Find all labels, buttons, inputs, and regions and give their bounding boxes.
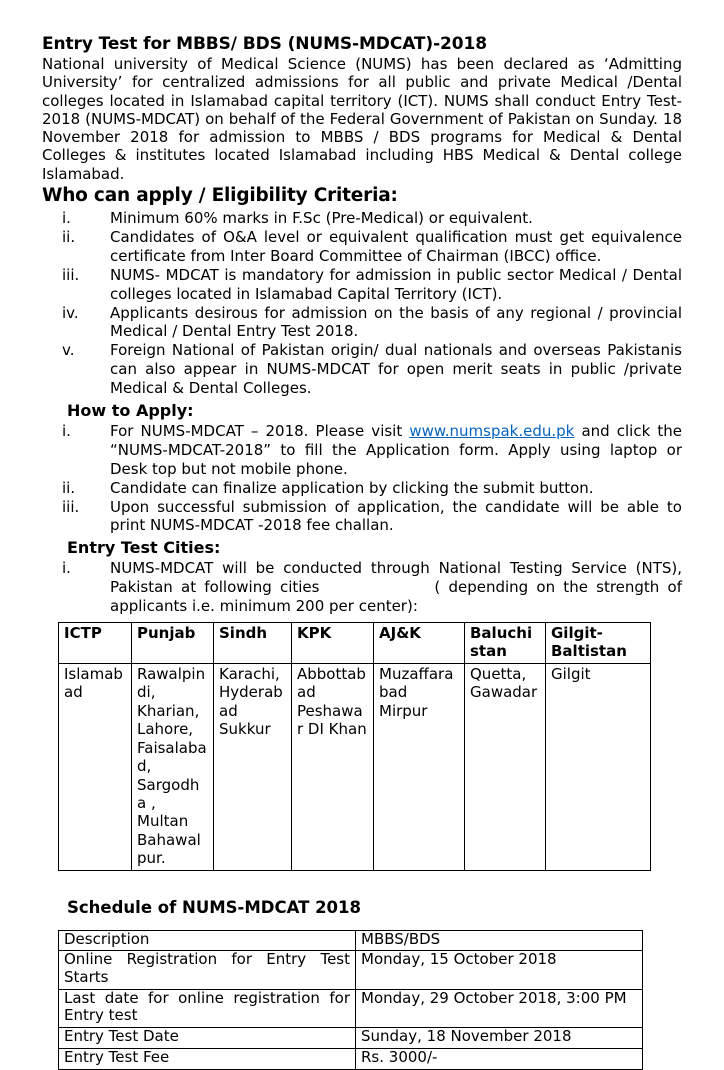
list-item (62, 266, 682, 304)
list-item-numeral: i. (62, 209, 71, 228)
cities-table-header-row (59, 623, 651, 664)
schedule-label-cell: Entry Test Fee (59, 1048, 356, 1069)
list-item-text: Minimum 60% marks in F.Sc (Pre-Medical) or equivalent. (110, 209, 533, 228)
schedule-label-cell: Entry Test Date (59, 1028, 356, 1049)
list-item-numeral: ii. (62, 227, 76, 246)
schedule-value-cell: Monday, 15 October 2018 (356, 951, 643, 989)
list-item (62, 304, 682, 342)
entry-test-cities-heading: Entry Test Cities: (67, 538, 221, 558)
list-item-numeral: iii. (62, 265, 80, 284)
cities-table-header-cell: KPK (292, 623, 374, 664)
list-item (62, 228, 682, 266)
cities-table-cell: Islamabad (59, 663, 132, 870)
cities-table-header-cell: Baluchistan (465, 623, 546, 664)
schedule-value-cell: Monday, 29 October 2018, 3:00 PM (356, 989, 643, 1027)
list-item (62, 479, 682, 498)
list-item-text: Foreign National of Pakistan origin/ dual nationals and overseas Pakistanis can also appear in NUMS-MDCAT for open merit seats in public /private Medical & Dental Colleges. (110, 341, 682, 398)
list-item-text: NUMS- MDCAT is mandatory for admission in public sector Medical / Dental colleges located in Islamabad Capital Territory (ICT). (110, 265, 682, 303)
page-title: Entry Test for MBBS/ BDS (NUMS-MDCAT)-2018 (42, 34, 487, 54)
schedule-heading: Schedule of NUMS-MDCAT 2018 (67, 897, 362, 917)
cities-table-row (59, 663, 651, 870)
list-item-numeral: iii. (62, 497, 80, 516)
list-item (62, 341, 682, 398)
list-item-text: NUMS-MDCAT will be conducted through National Testing Service (NTS), Pakistan at following cities ( depending on the strength of applicants i.e. minimum 200 per center): (110, 559, 682, 616)
entry-test-cities-list (62, 559, 682, 616)
cities-table (58, 622, 651, 871)
list-item-numeral: i. (62, 421, 71, 440)
list-item-numeral: v. (62, 341, 75, 360)
cities-table-header-cell: AJ&K (374, 623, 465, 664)
list-item-numeral: ii. (62, 478, 76, 497)
list-item-numeral: i. (62, 559, 71, 578)
cities-table-cell: Quetta, Gawadar (465, 663, 546, 870)
intro-paragraph: National university of Medical Science (NUMS) has been declared as ‘Admitting University’ for centralized admissions for all public and private Medical /Dental colleges located in Islamabad capital territory (ICT). NUMS shall conduct Entry Test- 2018 (NUMS-MDCAT) on behalf of the Federal Government of Pakistan on Sunday. 18 November 2018 for admission to MBBS / BDS programs for Medical & Dental Colleges & institutes located Islamabad including HBS Medical & Dental college Islamabad. (42, 55, 682, 183)
list-item-text: For NUMS-MDCAT – 2018. Please visit www.numspak.edu.pk and click the “NUMS-MDCAT-2018” to fill the Application form. Apply using laptop or Desk top but not mobile phone. (110, 421, 682, 478)
list-item-text: Upon successful submission of application, the candidate will be able to print NUMS-MDCAT -2018 fee challan. (110, 497, 682, 535)
list-item-text: Applicants desirous for admission on the basis of any regional / provincial Medical / Dental Entry Test 2018. (110, 303, 682, 341)
cities-table-cell: Gilgit (546, 663, 651, 870)
schedule-label-cell: Online Registration for Entry Test Starts (59, 951, 356, 989)
cities-table-cell: Rawalpindi, Kharian, Lahore, Faisalabad, Sargodha , Multan Bahawalpur. (132, 663, 214, 870)
schedule-value-cell: Rs. 3000/- (356, 1048, 643, 1069)
cities-table-cell: Muzaffarabad Mirpur (374, 663, 465, 870)
list-item (62, 559, 682, 616)
schedule-table-row (59, 1048, 643, 1069)
list-item (62, 498, 682, 536)
schedule-table-row (59, 989, 643, 1027)
list-item-text: Candidates of O&A level or equivalent qualification must get equivalence certificate from Inter Board Committee of Chairman (IBCC) office. (110, 227, 682, 265)
cities-table-header-cell: Punjab (132, 623, 214, 664)
cities-table-cell: Karachi, Hyderabad Sukkur (214, 663, 292, 870)
schedule-table-row (59, 1028, 643, 1049)
cities-table-cell: Abbottabad Peshawar DI Khan (292, 663, 374, 870)
list-item (62, 209, 682, 228)
cities-table-header-cell: Sindh (214, 623, 292, 664)
how-to-apply-heading: How to Apply: (67, 400, 194, 420)
schedule-table-row (59, 930, 643, 951)
numspak-link[interactable]: www.numspak.edu.pk (409, 421, 575, 440)
schedule-label-cell: Description (59, 930, 356, 951)
eligibility-heading: Who can apply / Eligibility Criteria: (42, 185, 398, 207)
schedule-value-cell: MBBS/BDS (356, 930, 643, 951)
how-to-apply-list (62, 422, 682, 535)
list-item-text: Candidate can finalize application by clicking the submit button. (110, 478, 594, 497)
list-item (62, 422, 682, 479)
schedule-table (58, 930, 643, 1070)
list-item-numeral: iv. (62, 303, 79, 322)
schedule-label-cell: Last date for online registration for Entry test (59, 989, 356, 1027)
schedule-value-cell: Sunday, 18 November 2018 (356, 1028, 643, 1049)
cities-table-header-cell: ICTP (59, 623, 132, 664)
eligibility-list (62, 209, 682, 398)
cities-table-header-cell: Gilgit-Baltistan (546, 623, 651, 664)
schedule-table-row (59, 951, 643, 989)
